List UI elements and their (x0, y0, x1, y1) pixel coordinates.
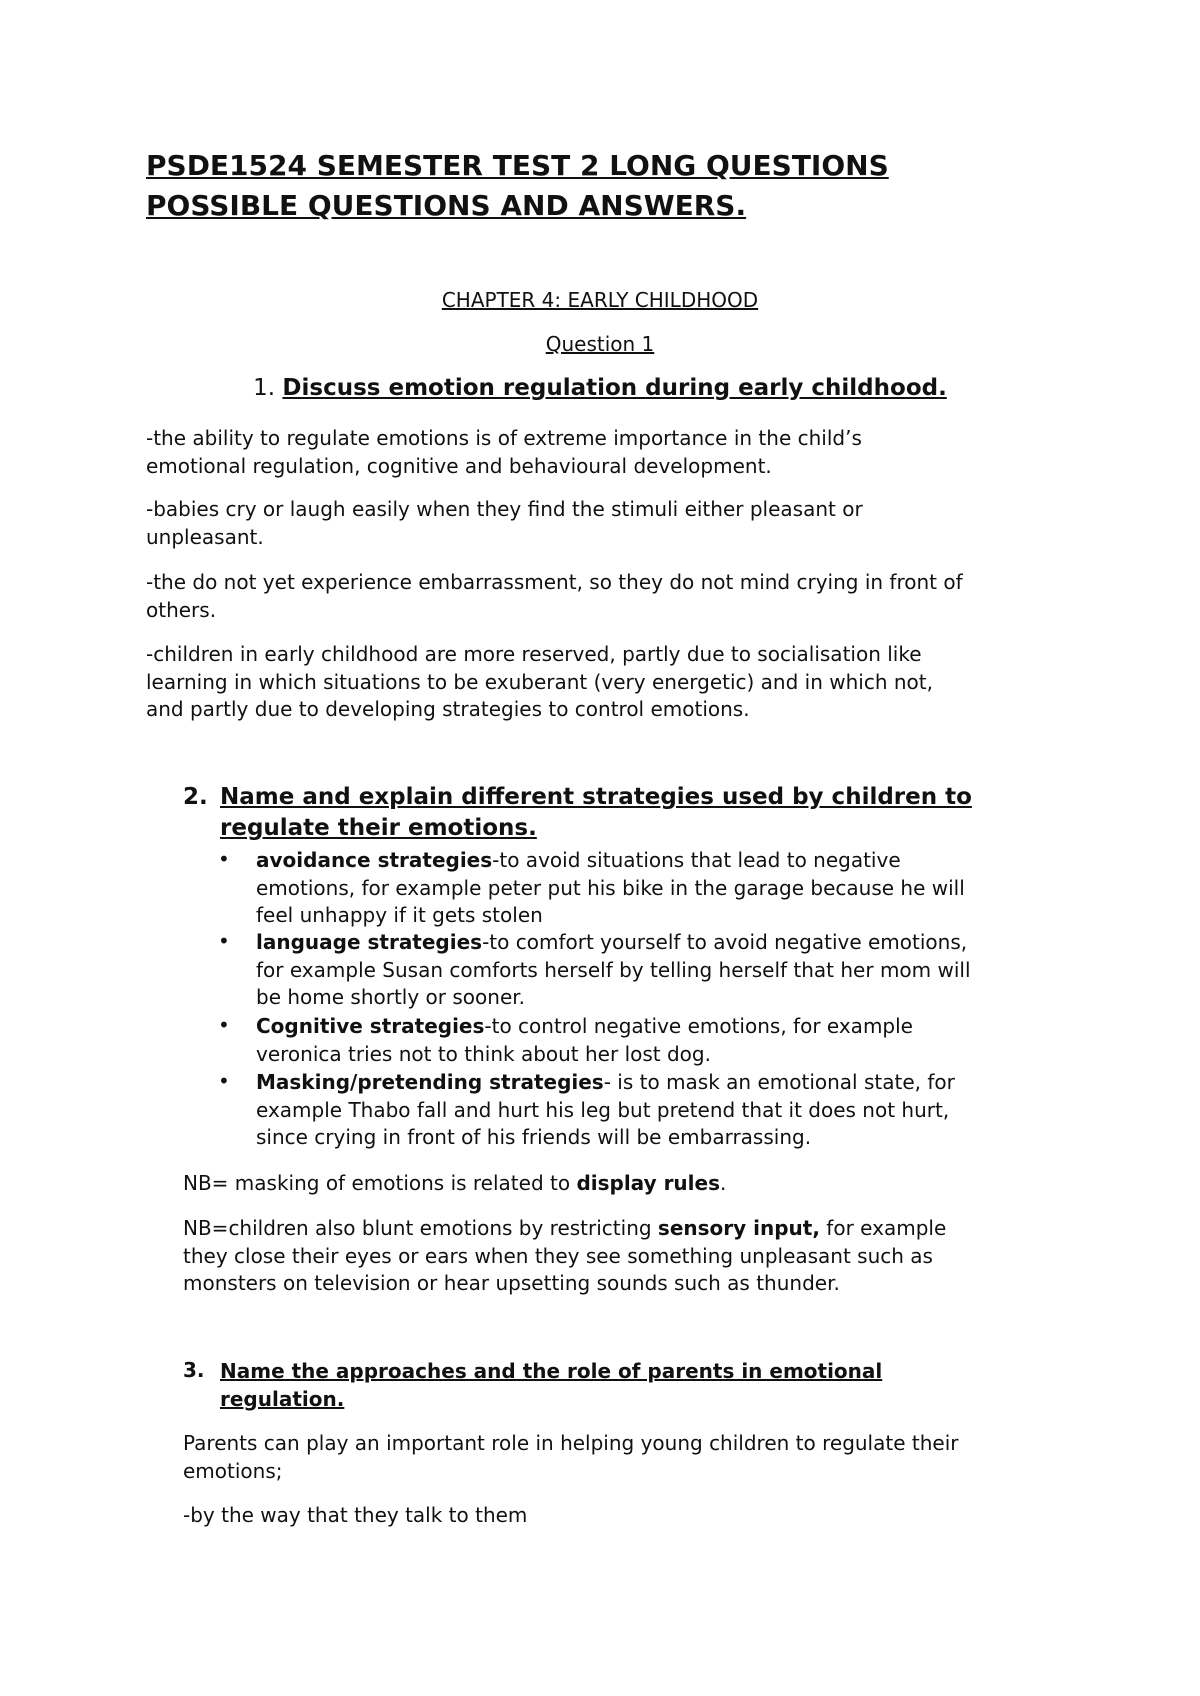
strategy-term: language strategies (256, 930, 483, 954)
strategy-item (256, 847, 965, 930)
note-text: NB= masking of emotions is related to (183, 1171, 577, 1195)
q1-paragraph-4 (146, 641, 933, 724)
q3-paragraph-2: -by the way that they talk to them (183, 1503, 528, 1527)
strategy-line-1: -to comfort yourself to avoid negative emotions, (482, 930, 968, 954)
bullet-icon: • (218, 1013, 230, 1037)
q3-p1-line-1: Parents can play an important role in helping young children to regulate their (183, 1431, 959, 1455)
q3-paragraph-1 (183, 1430, 958, 1485)
bullet-icon: • (218, 929, 230, 953)
q1-paragraph-3 (146, 569, 963, 624)
strategy-line-2: example Thabo fall and hurt his leg but pretend that it does not hurt, (256, 1097, 950, 1122)
q1-paragraph-1 (146, 425, 862, 480)
strategy-term: Cognitive strategies (256, 1014, 485, 1038)
document-title-line-2: POSSIBLE QUESTIONS AND ANSWERS. (146, 189, 747, 222)
strategy-line-2: for example Susan comforts herself by telling herself that her mom will (256, 957, 971, 982)
chapter-heading: CHAPTER 4: EARLY CHILDHOOD (441, 288, 759, 312)
note-display-rules (183, 1170, 726, 1198)
question-3-heading (220, 1358, 882, 1413)
q1-p1-line-1: -the ability to regulate emotions is of extreme importance in the child’s (146, 426, 862, 450)
q1-p1-line-2: emotional regulation, cognitive and behavioural development. (146, 453, 772, 478)
strategy-item (256, 929, 971, 1012)
q1-paragraph-2 (146, 496, 863, 551)
note-bold: display rules (576, 1171, 720, 1195)
bullet-icon: • (218, 1069, 230, 1093)
strategy-term: avoidance strategies (256, 848, 493, 872)
question-2-heading-line-1: Name and explain different strategies used by children to (220, 784, 972, 810)
q1-p2-line-2: unpleasant. (146, 524, 264, 549)
question-3-number: 3. (183, 1358, 205, 1382)
strategy-line-2: veronica tries not to think about her lost dog. (256, 1041, 711, 1066)
strategy-line-1: -to control negative emotions, for example (484, 1014, 913, 1038)
question-3-heading-line-1: Name the approaches and the role of parents in emotional (220, 1359, 883, 1383)
note-sensory-input (183, 1215, 946, 1298)
q1-p3-line-2: others. (146, 597, 217, 622)
question-2-number: 2. (183, 784, 208, 810)
note-text: NB=children also blunt emotions by restricting (183, 1216, 658, 1240)
question-1-number: 1. (253, 375, 276, 401)
q1-p4-line-2: learning in which situations to be exuberant (very energetic) and in which not, (146, 669, 933, 694)
strategy-line-3: feel unhappy if it gets stolen (256, 903, 543, 927)
q1-p4-line-3: and partly due to developing strategies to control emotions. (146, 697, 750, 721)
strategy-line-1: - is to mask an emotional state, for (603, 1070, 955, 1094)
question-label: Question 1 (545, 332, 655, 356)
strategy-line-2: emotions, for example peter put his bike in the garage because he will (256, 875, 965, 900)
strategy-line-1: -to avoid situations that lead to negative (492, 848, 901, 872)
q1-p2-line-1: -babies cry or laugh easily when they find the stimuli either pleasant or (146, 497, 863, 521)
question-3-heading-line-2: regulation. (220, 1386, 345, 1411)
question-1-title: Discuss emotion regulation during early childhood. (282, 375, 947, 401)
strategy-item (256, 1069, 955, 1152)
question-2-heading-line-2: regulate their emotions. (220, 815, 537, 841)
note-text: for example (819, 1216, 947, 1240)
strategy-line-3: since crying in front of his friends will be embarrassing. (256, 1125, 812, 1149)
strategy-line-3: be home shortly or sooner. (256, 985, 525, 1009)
bullet-icon: • (218, 847, 230, 871)
strategy-item (256, 1013, 913, 1068)
question-1-heading (0, 375, 1200, 401)
note-line-3: monsters on television or hear upsetting sounds such as thunder. (183, 1271, 840, 1295)
note-bold: sensory input, (657, 1216, 820, 1240)
note-line-2: they close their eyes or ears when they see something unpleasant such as (183, 1243, 933, 1268)
note-text: . (720, 1171, 727, 1195)
strategy-term: Masking/pretending strategies (256, 1070, 604, 1094)
document-title-line-1: PSDE1524 SEMESTER TEST 2 LONG QUESTIONS (146, 149, 889, 182)
q1-p3-line-1: -the do not yet experience embarrassment, so they do not mind crying in front of (146, 570, 963, 594)
q3-p1-line-2: emotions; (183, 1458, 283, 1483)
q1-p4-line-1: -children in early childhood are more reserved, partly due to socialisation like (146, 642, 922, 666)
